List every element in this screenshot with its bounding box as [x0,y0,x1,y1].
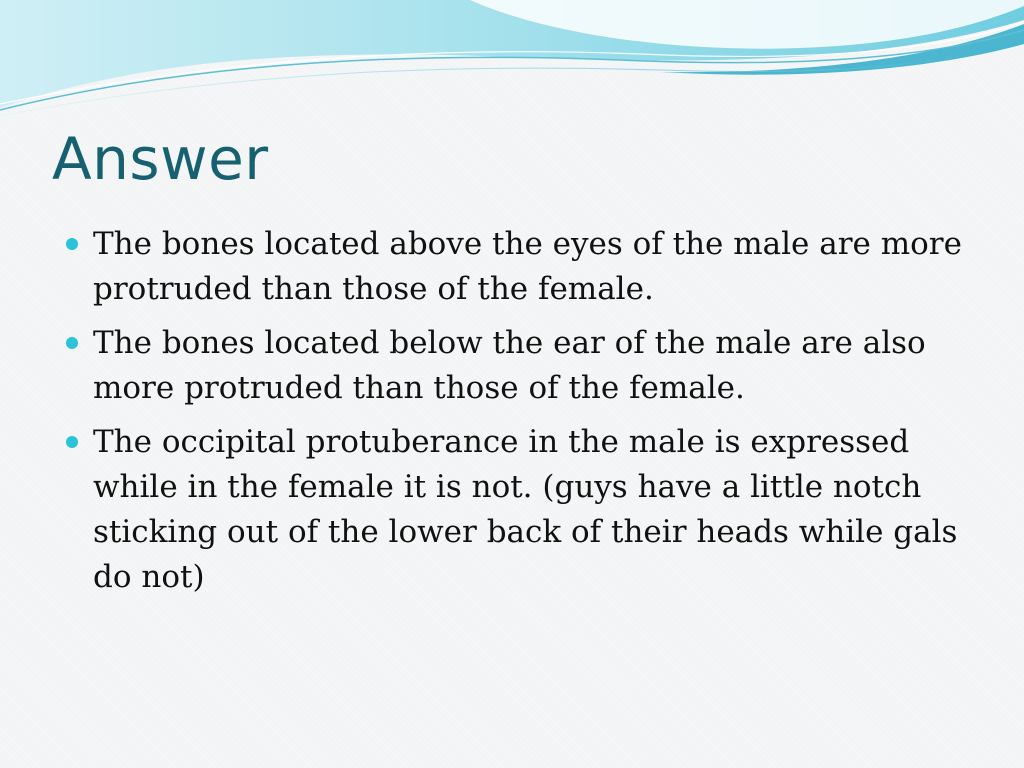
bullet-item [62,321,962,411]
bullet-dot-icon [66,337,78,349]
bullet-text: The bones located above the eyes of the male are more protruded than those of the female. [93,226,962,307]
bullet-text: The occipital protuberance in the male is expressed while in the female it is not. (guys have a little notch sticking out of the lower back of their heads while gals do not) [93,424,958,595]
bullet-dot-icon [66,238,78,250]
bullet-list [62,222,962,609]
bullet-dot-icon [66,436,78,448]
bullet-text: The bones located below the ear of the male are also more protruded than those of the female. [93,325,926,406]
bullet-item [62,222,962,312]
slide-title: Answer [52,125,269,193]
bullet-item [62,420,962,600]
wave-header-decoration [0,0,1024,120]
